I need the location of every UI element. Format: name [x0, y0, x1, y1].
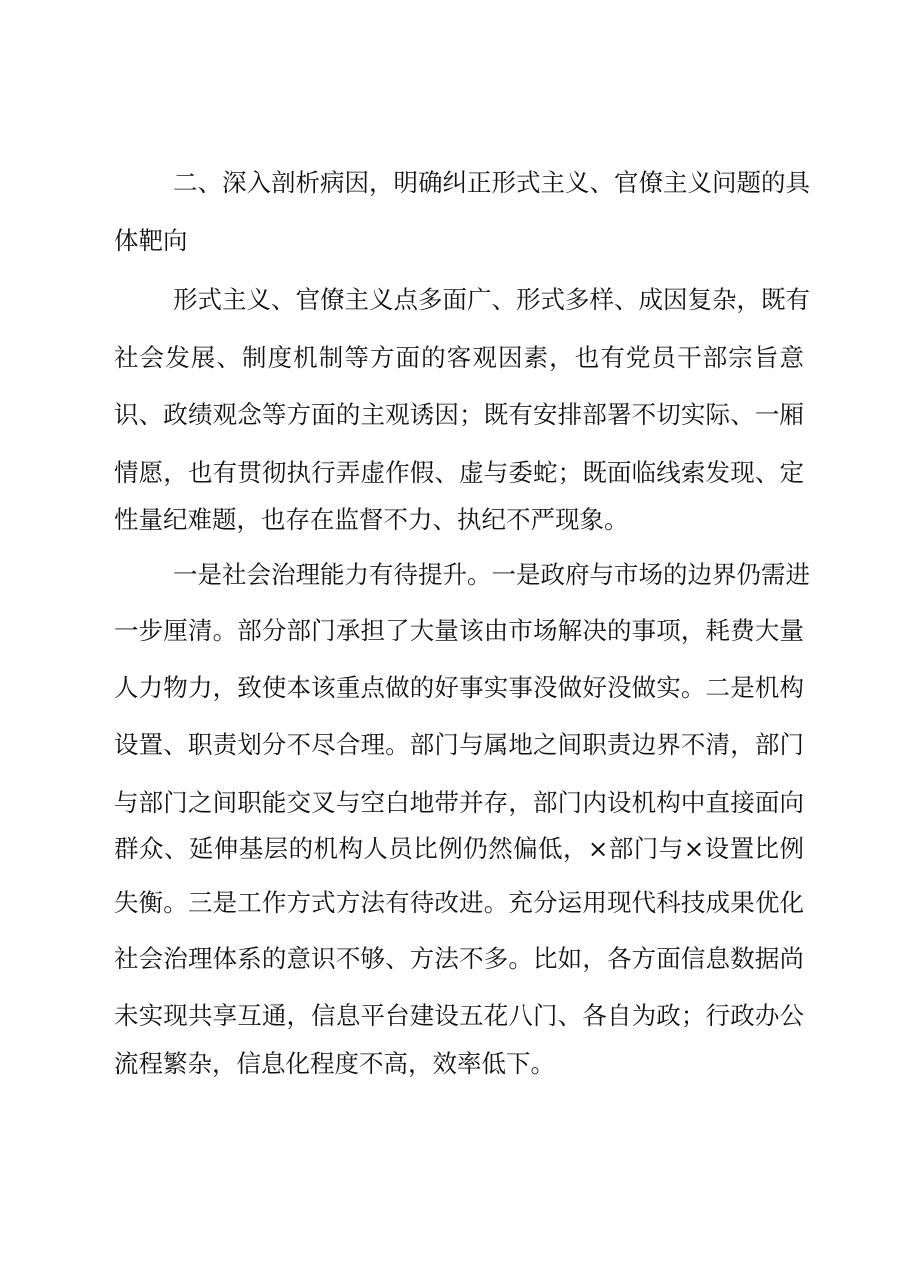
paragraph2-line-2: 一步厘清。部分部门承担了大量该由市场解决的事项，耗费大量 [114, 616, 804, 645]
paragraph2-line-10: 流程繁杂，信息化程度不高，效率低下。 [114, 1049, 555, 1078]
paragraph2-line-5: 与部门之间职能交叉与空白地带并存，部门内设机构中直接面向 [114, 788, 804, 817]
heading-line-2: 体靶向 [114, 226, 188, 255]
paragraph2-line-7: 失衡。三是工作方式方法有待改进。充分运用现代科技成果优化 [114, 888, 804, 917]
paragraph1-line-3: 识、政绩观念等方面的主观诱因；既有安排部署不切实际、一厢 [114, 400, 804, 429]
paragraph2-line-9: 未实现共享互通，信息平台建设五花八门、各自为政；行政办公 [114, 1001, 804, 1030]
heading-line-1: 二、深入剖析病因，明确纠正形式主义、官僚主义问题的具 [173, 168, 810, 197]
paragraph2-line-6: 群众、延伸基层的机构人员比例仍然偏低，×部门与×设置比例 [114, 834, 804, 863]
paragraph1-line-4: 情愿，也有贯彻执行弄虚作假、虚与委蛇；既面临线索发现、定 [114, 458, 804, 487]
paragraph1-line-1: 形式主义、官僚主义点多面广、形式多样、成因复杂，既有 [173, 285, 810, 314]
paragraph2-line-3: 人力物力，致使本该重点做的好事实事没做好没做实。二是机构 [114, 673, 804, 702]
paragraph1-line-5: 性量纪难题，也存在监督不力、执纪不严现象。 [114, 505, 629, 534]
paragraph2-line-1: 一是社会治理能力有待提升。一是政府与市场的边界仍需进 [173, 560, 810, 589]
paragraph2-line-4: 设置、职责划分不尽合理。部门与属地之间职责边界不清，部门 [114, 730, 804, 759]
paragraph2-line-8: 社会治理体系的意识不够、方法不多。比如，各方面信息数据尚 [114, 944, 804, 973]
paragraph1-line-2: 社会发展、制度机制等方面的客观因素，也有党员干部宗旨意 [114, 343, 804, 372]
